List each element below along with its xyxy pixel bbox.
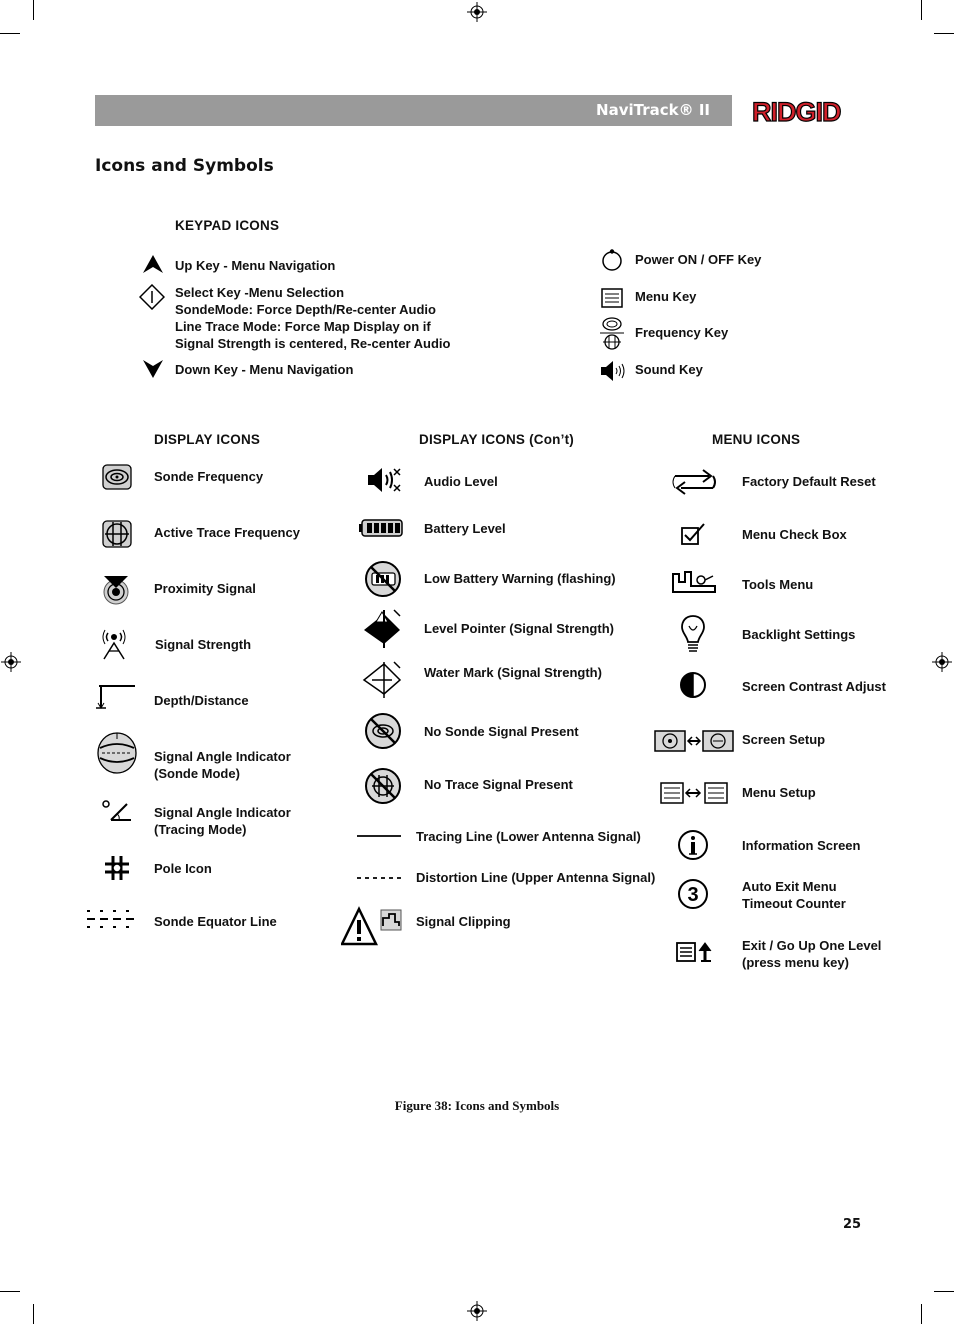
select-key-line-4: Signal Strength is centered, Re-center Audio (175, 336, 451, 351)
trace-angle-line-2: (Tracing Mode) (154, 822, 247, 837)
depth-label: Depth/Distance (154, 693, 249, 708)
sonde-frequency-label: Sonde Frequency (154, 469, 264, 484)
water-mark-label: Water Mark (Signal Strength) (424, 665, 602, 680)
tools-icon (671, 568, 717, 594)
down-arrow-icon (142, 359, 164, 379)
display-cont-heading: DISPLAY ICONS (Con’t) (419, 432, 574, 447)
factory-reset-icon (669, 466, 719, 498)
crop-mark (921, 0, 922, 20)
up-arrow-icon (142, 254, 164, 274)
factory-reset-label: Factory Default Reset (742, 474, 876, 489)
power-icon (600, 248, 624, 272)
ridgid-logo (750, 94, 860, 128)
crop-mark (921, 1304, 922, 1324)
equator-line-icon (86, 908, 138, 930)
low-battery-icon (363, 560, 403, 598)
tracing-line-icon (356, 832, 402, 840)
no-trace-icon (363, 766, 403, 806)
crop-mark (934, 33, 954, 34)
sonde-angle-line-1: Signal Angle Indicator (154, 749, 291, 764)
crop-mark (0, 33, 20, 34)
contrast-icon (678, 670, 708, 700)
screen-setup-icon (653, 729, 735, 753)
depth-icon (95, 683, 137, 711)
audio-level-icon (366, 466, 402, 494)
page-title: Icons and Symbols (95, 156, 274, 176)
registration-mark-icon (467, 1301, 487, 1321)
trace-angle-icon (101, 798, 133, 824)
registration-mark-icon (1, 652, 21, 672)
proximity-label: Proximity Signal (154, 581, 256, 596)
battery-label: Battery Level (424, 521, 506, 536)
level-pointer-label: Level Pointer (Signal Strength) (424, 621, 614, 636)
select-key-line-1: Select Key -Menu Selection (175, 285, 345, 300)
level-pointer-icon (362, 608, 404, 648)
low-battery-label: Low Battery Warning (flashing) (424, 571, 616, 586)
pole-icon (103, 854, 131, 882)
power-key-label: Power ON / OFF Key (635, 252, 762, 267)
signal-strength-label: Signal Strength (155, 637, 252, 652)
contrast-label: Screen Contrast Adjust (742, 679, 886, 694)
tracing-line-label: Tracing Line (Lower Antenna Signal) (416, 829, 641, 844)
figure-caption: Figure 38: Icons and Symbols (394, 1098, 560, 1113)
keypad-heading: KEYPAD ICONS (175, 218, 280, 233)
svg-text:3: 3 (687, 884, 699, 906)
svg-text:RIDGID: RIDGID (752, 97, 841, 127)
display-heading: DISPLAY ICONS (154, 432, 261, 447)
no-sonde-icon (363, 711, 403, 751)
timeout-line-1: Auto Exit Menu (742, 879, 837, 894)
signal-strength-icon (101, 629, 127, 661)
menu-setup-label: Menu Setup (742, 785, 816, 800)
bulb-label: Backlight Settings (742, 627, 856, 642)
frequency-key-label: Frequency Key (635, 325, 729, 340)
pole-label: Pole Icon (154, 861, 212, 876)
crop-mark (934, 1291, 954, 1292)
screen-setup-label: Screen Setup (742, 732, 826, 747)
tools-label: Tools Menu (742, 577, 814, 592)
no-trace-label: No Trace Signal Present (424, 777, 573, 792)
distortion-line-label: Distortion Line (Upper Antenna Signal) (416, 870, 656, 885)
trace-frequency-icon (101, 519, 133, 549)
product-name: NaviTrack® II (596, 101, 710, 119)
registration-mark-icon (467, 2, 487, 22)
up-key-label: Up Key - Menu Navigation (175, 258, 336, 273)
frequency-icon (598, 316, 626, 350)
sonde-frequency-icon (101, 463, 133, 491)
sound-key-label: Sound Key (635, 362, 703, 377)
speaker-icon (599, 360, 627, 382)
signal-clipping-icon (341, 906, 403, 948)
menu-heading: MENU ICONS (712, 432, 801, 447)
audio-level-label: Audio Level (424, 474, 498, 489)
proximity-icon (101, 574, 131, 606)
header-bar (95, 95, 732, 126)
down-key-label: Down Key - Menu Navigation (175, 362, 354, 377)
menu-key-label: Menu Key (635, 289, 697, 304)
menu-icon (601, 288, 623, 308)
check-box-label: Menu Check Box (742, 527, 847, 542)
info-icon (677, 829, 709, 861)
check-box-icon (680, 522, 706, 546)
menu-setup-icon (659, 781, 729, 805)
distortion-line-icon (356, 874, 402, 882)
water-mark-icon (362, 660, 404, 698)
trace-frequency-label: Active Trace Frequency (154, 525, 300, 540)
page-number: 25 (843, 1217, 862, 1232)
timeout-line-2: Timeout Counter (742, 896, 846, 911)
crop-mark (33, 0, 34, 20)
exit-icon (675, 941, 713, 963)
trace-angle-line-1: Signal Angle Indicator (154, 805, 291, 820)
select-diamond-icon (139, 284, 165, 310)
no-sonde-label: No Sonde Signal Present (424, 724, 579, 739)
battery-icon (359, 518, 403, 538)
sonde-angle-line-2: (Sonde Mode) (154, 766, 240, 781)
bulb-icon (680, 614, 706, 656)
crop-mark (0, 1291, 20, 1292)
equator-line-label: Sonde Equator Line (154, 914, 277, 929)
select-key-line-3: Line Trace Mode: Force Map Display on if (175, 319, 431, 334)
sonde-angle-icon (96, 730, 138, 776)
timeout-icon (677, 878, 709, 910)
exit-line-2: (press menu key) (742, 955, 849, 970)
exit-line-1: Exit / Go Up One Level (742, 938, 882, 953)
signal-clipping-label: Signal Clipping (416, 914, 511, 929)
registration-mark-icon (932, 652, 952, 672)
crop-mark (33, 1304, 34, 1324)
info-label: Information Screen (742, 838, 861, 853)
select-key-line-2: SondeMode: Force Depth/Re-center Audio (175, 302, 436, 317)
